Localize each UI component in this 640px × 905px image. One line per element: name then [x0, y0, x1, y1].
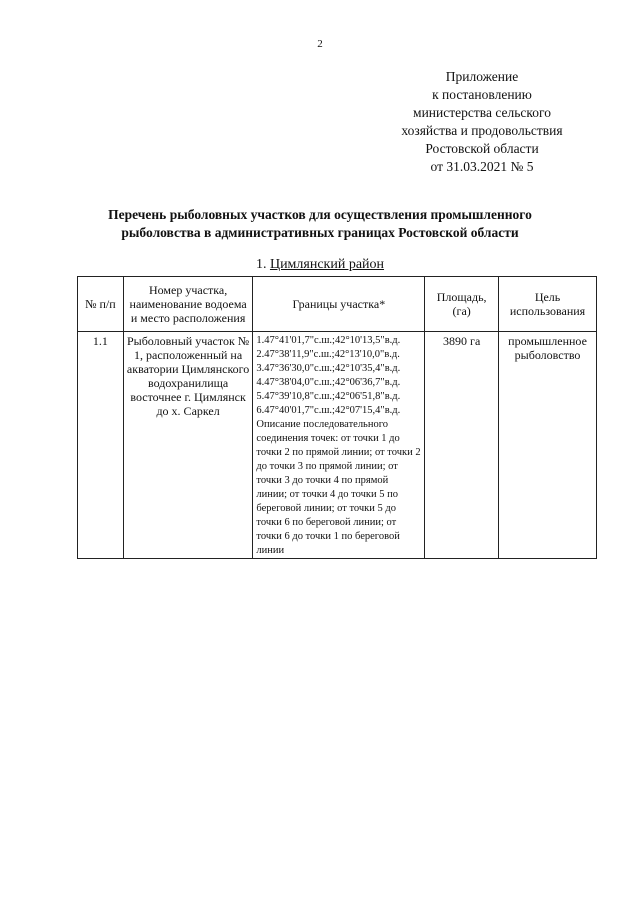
- coordinate-point: 2.47°38'11,9"с.ш.;42°13'10,0"в.д.: [256, 349, 400, 360]
- bounds-description: Описание последовательного соединения точек: от точки 1 до точки 2 по прямой линии; от точки 2 до точки 3 по прямой линии; от точки 3 до точки 4 по прямой линии; от точки 4 до точки 5 по береговой линии; от точки 5 до точки 6 по береговой линии; от точки 6 до точки 1 по береговой линии: [256, 419, 421, 556]
- row-purpose: промышленное рыболовство: [499, 332, 597, 559]
- page-number: 2: [317, 38, 323, 50]
- coordinate-point: 5.47°39'10,8"с.ш.;42°06'51,8"в.д.: [256, 391, 401, 402]
- header-purpose: Цель использования: [499, 277, 597, 332]
- row-area: 3890 га: [425, 332, 499, 559]
- header-name: Номер участка, наименование водоема и место расположения: [123, 277, 253, 332]
- appendix-line: хозяйства и продовольствия: [401, 123, 563, 138]
- fishing-areas-table: [77, 276, 597, 559]
- appendix-line: Ростовской области: [425, 141, 539, 156]
- coordinate-point: 1.47°41'01,7"с.ш.;42°10'13,5"в.д.: [256, 335, 401, 346]
- table-row: [78, 332, 597, 559]
- table-header-row: [78, 277, 597, 332]
- row-bounds: [253, 332, 425, 559]
- appendix-block: [372, 68, 592, 176]
- appendix-line: Приложение: [445, 69, 519, 84]
- coordinate-point: 3.47°36'30,0"с.ш.;42°10'35,4"в.д.: [256, 363, 401, 374]
- coordinate-point: 6.47°40'01,7"с.ш.;42°07'15,4"в.д.: [256, 405, 401, 416]
- section-name: Цимлянский район: [269, 257, 385, 272]
- row-num: 1.1: [78, 332, 124, 559]
- header-num: № п/п: [78, 277, 124, 332]
- title-line: Перечень рыболовных участков для осуществления промышленного: [108, 207, 532, 222]
- coordinate-point: 4.47°38'04,0"с.ш.;42°06'36,7"в.д.: [256, 377, 401, 388]
- section-heading: [0, 257, 640, 273]
- document-title: [60, 206, 580, 242]
- title-line: рыболовства в административных границах Ростовской области: [121, 225, 519, 240]
- appendix-line: от 31.03.2021 № 5: [430, 159, 534, 174]
- row-name: Рыболовный участок № 1, расположенный на акватории Цимлянского водохранилища восточнее г. Цимлянск до х. Саркел: [123, 332, 253, 559]
- appendix-line: министерства сельского: [413, 105, 551, 120]
- appendix-line: к постановлению: [432, 87, 532, 102]
- header-bounds: Границы участка*: [253, 277, 425, 332]
- section-number: 1.: [255, 257, 267, 272]
- header-area: Площадь, (га): [425, 277, 499, 332]
